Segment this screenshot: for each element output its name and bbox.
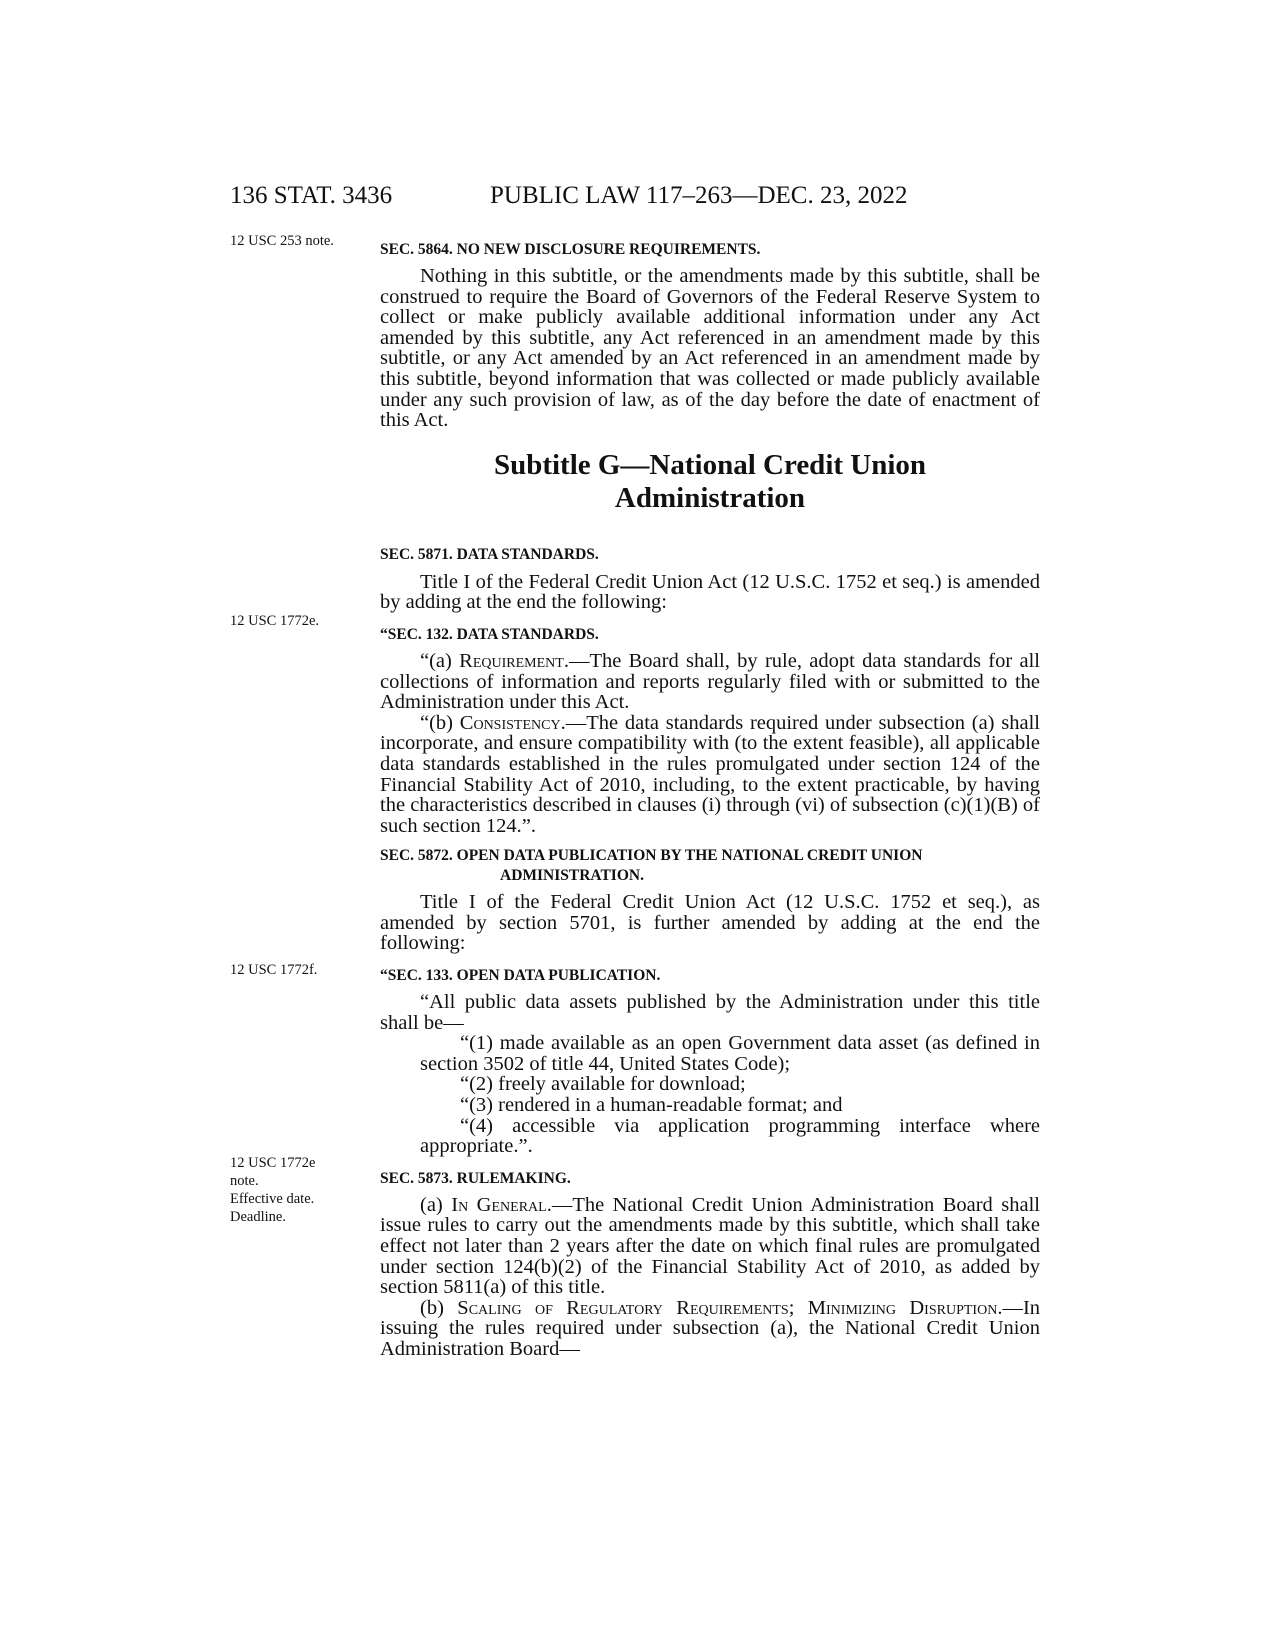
margin-note-1772f: 12 USC 1772f.: [230, 962, 318, 978]
section-paragraph: Title I of the Federal Credit Union Act (12 U.S.C. 1752 et seq.) is amended by adding at the end the following:: [380, 570, 1040, 614]
list-item: “(3) rendered in a human-readable format; and: [460, 1094, 843, 1117]
section-paragraph: Nothing in this subtitle, or the amendments made by this subtitle, shall be construed to require the Board of Governors of the Federal Reserve System to collect or make publicly available additional information under any Act amended by this subtitle, any Act referenced in an amendment made by this subtitle, or any Act amended by an Act referenced in an amendment made by this subtitle, beyond information that was collected or made publicly available under any such provision of law, as of the day before the date of enactment of this Act.: [380, 265, 1040, 432]
subsection-b: [380, 713, 1040, 837]
margin-note-1772e-note: 12 USC 1772e: [230, 1155, 316, 1171]
section-heading: SEC. 5872. OPEN DATA PUBLICATION BY THE NATIONAL CREDIT UNION ADMINISTRATION.: [380, 847, 923, 885]
list-item: “(2) freely available for download;: [460, 1073, 746, 1096]
subsection-caption: In General: [451, 1193, 547, 1216]
subsection-text: .—The Board shall, by rule, adopt data standards for all collections of information and reports regularly filed with or submitted to the Administration under this Act.: [380, 649, 1040, 714]
subsection-prefix: (b): [420, 1296, 458, 1319]
list-item: “(4) accessible via application programming interface where appropriate.”.: [420, 1114, 1040, 1158]
public-law-title: PUBLIC LAW 117–263—DEC. 23, 2022: [490, 182, 908, 209]
subsection-caption: Scaling of Regulatory Requirements; Minimizing Disruption: [457, 1296, 998, 1319]
subsection-a: [380, 651, 1040, 713]
margin-note-effective-date: Effective date.: [230, 1191, 315, 1207]
subsection-text: .—In issuing the rules required under subsection (a), the National Credit Union Administration Board—: [380, 1296, 1041, 1360]
subtitle-line-1: Subtitle G—National Credit Union: [493, 448, 927, 481]
subsection-caption: Consistency: [459, 711, 561, 734]
section-heading: “SEC. 133. OPEN DATA PUBLICATION.: [380, 967, 661, 985]
statute-page-number: 136 STAT. 3436: [230, 182, 393, 209]
subsection-prefix: (a): [420, 1193, 452, 1216]
subsection-text: .—The data standards required under subsection (a) shall incorporate, and ensure compatibility with (to the extent feasible), all applicable data standards established in the rules promulgated under section 124 of the Financial Stability Act of 2010, including, to the extent practicable, by having the characteristics described in clauses (i) through (vi) of subsection (c)(1)(B) of such section 124.”.: [380, 711, 1040, 837]
margin-note-note: note.: [230, 1173, 259, 1189]
subsection-b: [380, 1298, 1040, 1360]
margin-note-1772e: 12 USC 1772e.: [230, 613, 320, 629]
subsection-text: .—The National Credit Union Administration Board shall issue rules to carry out the amendments made by this subtitle, which shall take effect not later than 2 years after the date on which final rules are promulgated under section 124(b)(2) of the Financial Stability Act of 2010, as added by section 5811(a) of this title.: [380, 1193, 1040, 1299]
list-item: “(1) made available as an open Government data asset (as defined in section 3502 of title 44, United States Code);: [420, 1032, 1040, 1075]
section-heading: SEC. 5873. RULEMAKING.: [380, 1169, 571, 1187]
subtitle-line-2: Administration: [614, 481, 806, 514]
document-body: [380, 240, 1040, 1360]
subsection-caption: Requirement: [459, 649, 564, 672]
section-heading: SEC. 5864. NO NEW DISCLOSURE REQUIREMENTS.: [380, 241, 761, 258]
section-intro: “All public data assets published by the Administration under this title shall be—: [380, 991, 1040, 1034]
margin-note-253: 12 USC 253 note.: [230, 233, 334, 249]
section-5864: [380, 240, 1040, 431]
section-paragraph: Title I of the Federal Credit Union Act (12 U.S.C. 1752 et seq.), as amended by section 5701, is further amended by adding at the end the following:: [380, 891, 1040, 955]
section-5871: [380, 545, 1040, 613]
section-5873: [380, 1169, 1040, 1360]
section-heading: “SEC. 132. DATA STANDARDS.: [380, 625, 599, 643]
subsection-a: [380, 1195, 1040, 1298]
section-132: [380, 625, 1040, 836]
subsection-prefix: “(a): [420, 649, 460, 672]
subtitle-g-heading: [380, 449, 1040, 515]
margin-note-rulemaking: [230, 1154, 360, 1226]
page-header: [230, 182, 1040, 222]
margin-note-deadline: Deadline.: [230, 1209, 286, 1225]
section-5872: [380, 846, 1040, 954]
section-133: [380, 966, 1040, 1157]
section-heading: SEC. 5871. DATA STANDARDS.: [380, 545, 599, 563]
subsection-prefix: “(b): [420, 711, 460, 734]
